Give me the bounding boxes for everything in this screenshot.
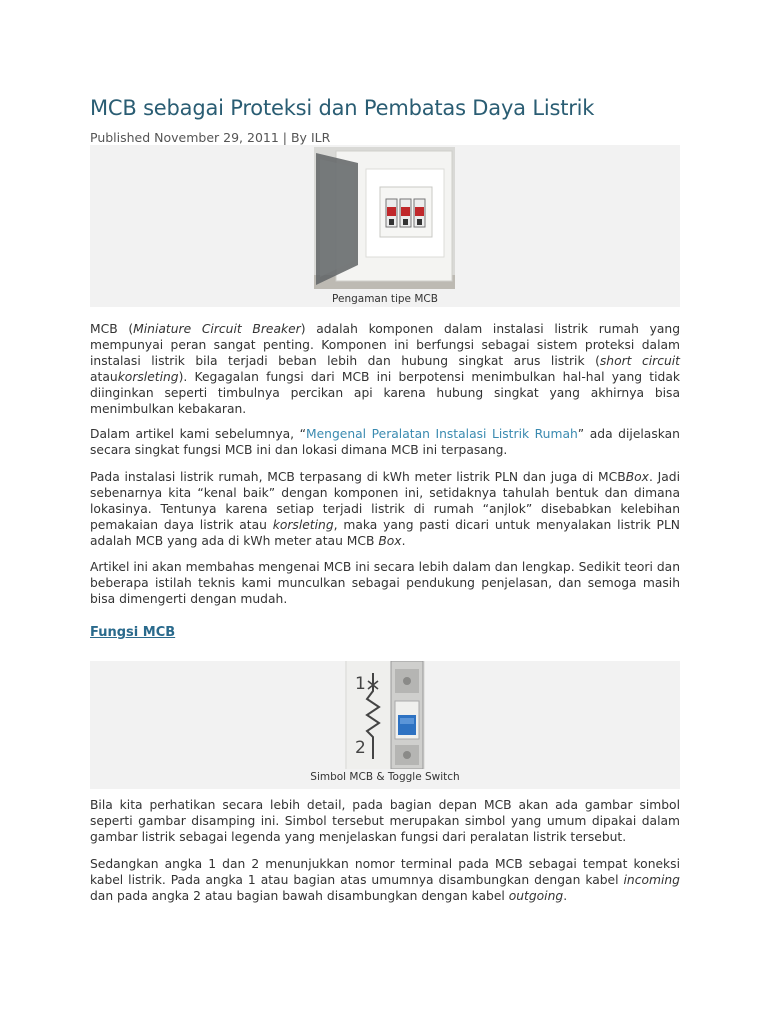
article-meta xyxy=(90,130,330,145)
figure-mcb-box xyxy=(90,145,680,307)
paragraph-overview: Artikel ini akan membahas mengenai MCB ini secara lebih dalam dan lengkap. Sedikit teori dan beberapa istilah teknis kami munculkan sebagai pendukung penjelasan, dan semoga masih bisa dimengerti dengan mudah. xyxy=(90,560,680,606)
paragraph-intro: MCB (Miniature Circuit Breaker) adalah komponen dalam instalasi listrik rumah yang mempunyai peran sangat penting. Komponen ini berfungsi sebagai sistem proteksi dalam instalasi listrik bila terjadi beban lebih dan hubung singkat arus listrik (short circuit ataukorsleting). Kegagalan fungsi dari MCB ini berpotensi menimbulkan hal-hal yang tidak diinginkan seperti timbulnya percikan api karena hubung singkat yang akhirnya bisa menimbulkan kebakaran. xyxy=(90,322,680,416)
section-heading-fungsi-mcb[interactable]: Fungsi MCB xyxy=(90,625,176,640)
terminal-2-label: 2 xyxy=(355,738,366,758)
paragraph-terminals: Sedangkan angka 1 dan 2 menunjukkan nomor terminal pada MCB sebagai tempat koneksi kabel listrik. Pada angka 1 atau bagian atas umumnya disambungkan dengan kabel incoming dan pada angka 2 atau bagian bawah disambungkan dengan kabel outgoing. xyxy=(90,857,680,903)
mcb-symbol-photo xyxy=(345,661,425,769)
published-date: Published November 29, 2011 | By xyxy=(90,130,311,145)
author-link[interactable]: ILR xyxy=(310,130,331,145)
figure-caption: Simbol MCB & Toggle Switch xyxy=(310,771,460,783)
figure-caption: Pengaman tipe MCB xyxy=(332,293,438,305)
article-link[interactable]: Mengenal Peralatan Instalasi Listrik Rumah xyxy=(306,427,578,441)
paragraph-symbol: Bila kita perhatikan secara lebih detail, pada bagian depan MCB akan ada gambar simbol seperti gambar disamping ini. Simbol tersebut merupakan simbol yang umum dipakai dalam gambar listrik sebagai legenda yang menjelaskan fungsi dari peralatan listrik tersebut. xyxy=(90,798,680,844)
mcb-box-photo xyxy=(314,147,455,289)
terminal-1-label: 1 xyxy=(355,674,366,694)
article-title: MCB sebagai Proteksi dan Pembatas Daya Listrik xyxy=(90,96,595,120)
paragraph-installation: Pada instalasi listrik rumah, MCB terpasang di kWh meter listrik PLN dan juga di MCBBox. Jadi sebenarnya kita “kenal baik” dengan komponen ini, setidaknya tahulah bentuk dan dimana lokasinya. Tentunya karena setiap terjadi listrik di rumah “anjlok” disebabkan kelebihan pemakaian daya listrik atau korsleting, maka yang pasti dicari untuk menyalakan listrik PLN adalah MCB yang ada di kWh meter atau MCB Box. xyxy=(90,470,680,548)
figure-mcb-symbol xyxy=(90,661,680,789)
paragraph-previous-article: Dalam artikel kami sebelumnya, “Mengenal Peralatan Instalasi Listrik Rumah” ada dijelaskan secara singkat fungsi MCB ini dan lokasi dimana MCB ini terpasang. xyxy=(90,427,680,457)
